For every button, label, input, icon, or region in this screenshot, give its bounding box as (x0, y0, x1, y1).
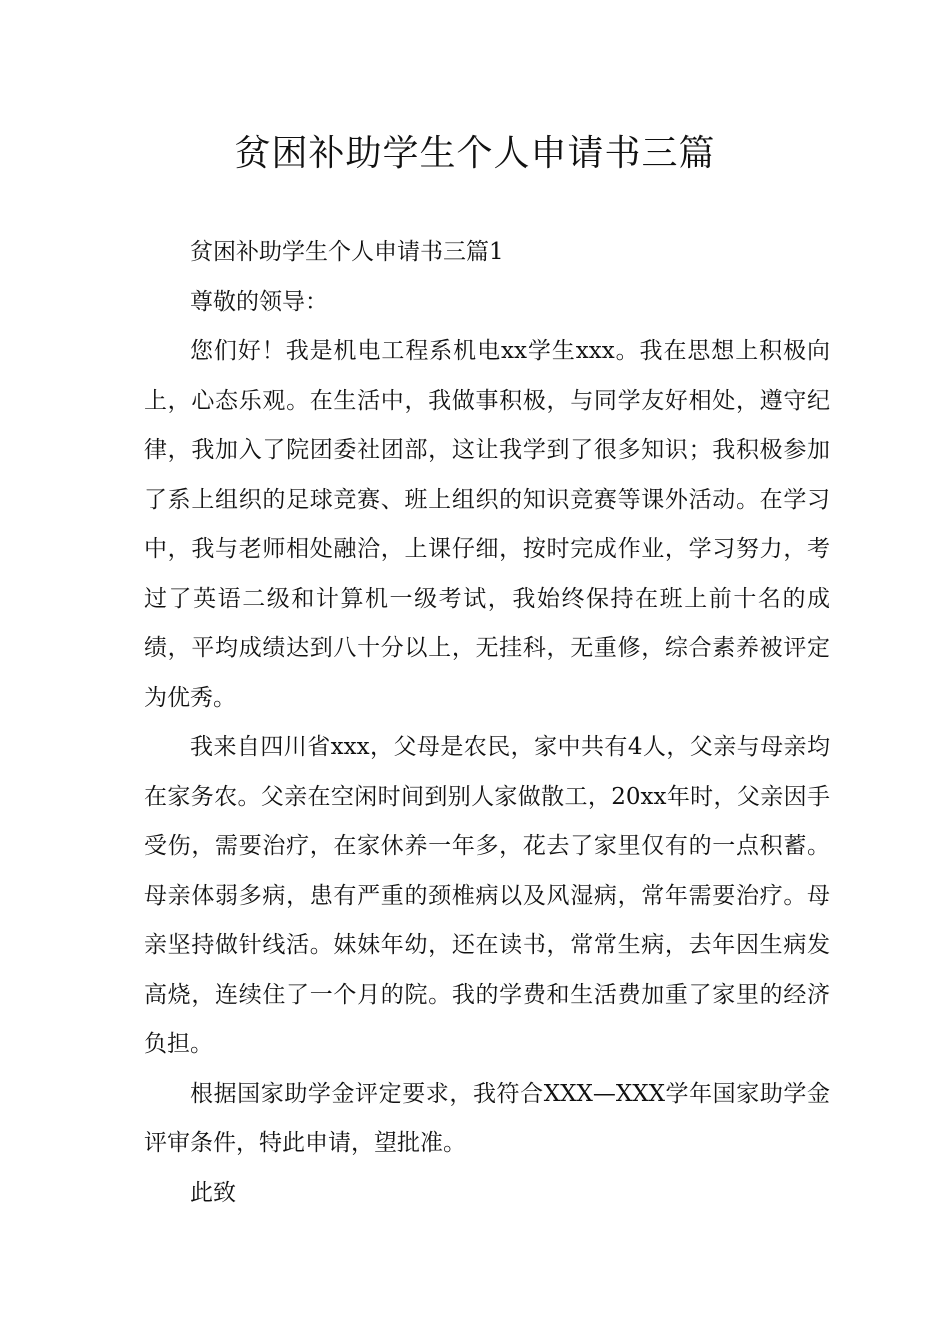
section-heading: 贫困补助学生个人申请书三篇1 (190, 239, 504, 265)
salutation: 尊敬的领导： (190, 288, 328, 315)
paragraph-family-situation: 我来自四川省xxx，父母是农民，家中共有4人，父亲与母亲均在家务农。父亲在空闲时间到别人家做散工，20xx年时，父亲因手受伤，需要治疗，在家休养一年多，花去了家里仅有的一点积蓄。母亲体弱多病，患有严重的颈椎病以及风湿病，常年需要治疗。母亲坚持做针线活。妹妹年幼，还在读书，常常生病，去年因生病发高烧，连续住了一个月的院。我的学费和生活费加重了家里的经济负担。 (144, 734, 830, 1057)
document-body (144, 228, 830, 1218)
paragraph-self-introduction: 您们好！我是机电工程系机电xx学生xxx。我在思想上积极向上，心态乐观。在生活中，我做事积极，与同学友好相处，遵守纪律，我加入了院团委社团部，这让我学到了很多知识；我积极参加了系上组织的足球竞赛、班上组织的知识竞赛等课外活动。在学习中，我与老师相处融洽，上课仔细，按时完成作业，学习努力，考过了英语二级和计算机一级考试，我始终保持在班上前十名的成绩，平均成绩达到八十分以上，无挂科，无重修，综合素养被评定为优秀。 (144, 338, 830, 711)
paragraph-request: 根据国家助学金评定要求，我符合XXX—XXX学年国家助学金评审条件，特此申请，望批准。 (144, 1080, 830, 1156)
document-title: 贫困补助学生个人申请书三篇 (234, 133, 716, 174)
closing: 此致 (190, 1179, 236, 1206)
